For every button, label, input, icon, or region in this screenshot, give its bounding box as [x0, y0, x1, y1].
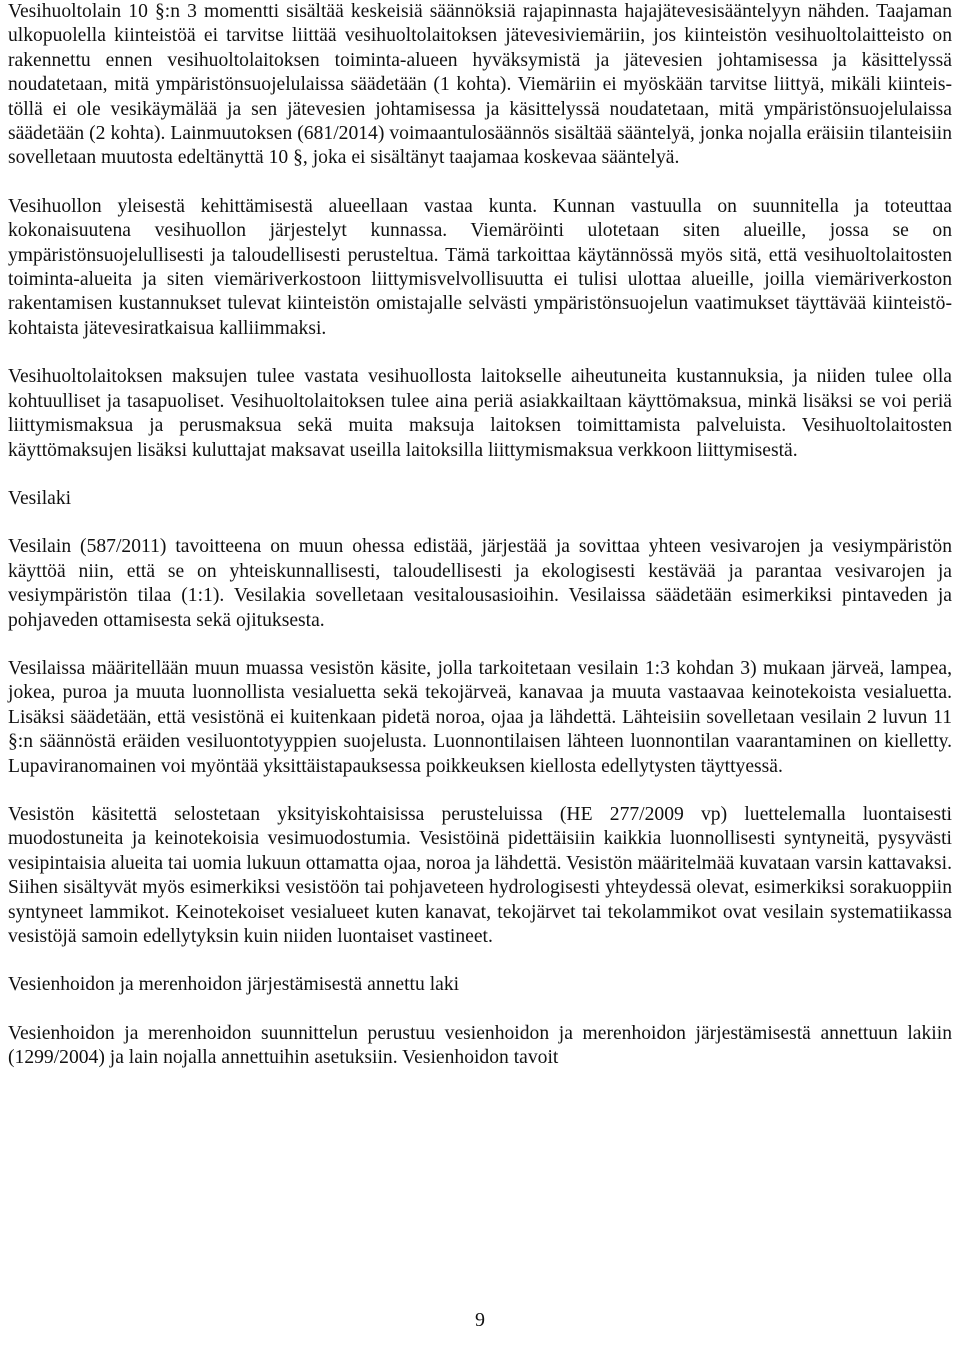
paragraph-vesienhoidon-suunnittelu: Vesienhoidon ja merenhoidon suunnittelun perustuu vesienhoidon ja merenhoidon järjestämisestä annettuun lakiin (1299/2004) ja lain nojalla annettuihin asetuksiin. Vesienhoidon tavoit [8, 1022, 952, 1069]
page-number: 9 [475, 1309, 485, 1331]
paragraph-vesilain-tavoite: Vesilain (587/2011) tavoitteena on muun ohessa edistää, järjestää ja sovittaa yhteen vesivarojen ja vesiympäristön käyttöä niin, että se on yhteiskunnallisesti, taloudellisesti ja ekologisesti kestävää ja parantaa vesivarojen ja vesiympäristön tilaa (1:1). Vesilakia sovelletaan vesitalousasioihin. Vesilaissa säädetään esimerkiksi pintaveden ja pohjaveden ottamisesta sekä ojituksesta. [8, 536, 952, 631]
section-heading-vesienhoitolaki: Vesienhoidon ja merenhoidon järjestämisestä annettu laki [8, 974, 460, 996]
paragraph-vesihuoltomaksut: Vesihuoltolaitoksen maksujen tulee vastata vesihuollosta laitokselle aiheutuneita kustannuksia, ja niiden tulee olla kohtuulliset ja tasapuoliset. Vesihuoltolaitoksen tulee aina periä asiakkailtaan käyttömaksua, minkä lisäksi se voi periä liittymismaksua ja perusmaksua sekä muita maksuja laitoksen toimittamista palveluista. Vesihuoltolaitosten käyttömaksujen lisäksi kuluttajat maksavat useilla laitoksilla liittymismaksua verkkoon liittymisestä. [8, 366, 952, 461]
paragraph-vesiston-perustelut: Vesistön käsitettä selostetaan yksityiskohtaisissa perusteluissa (HE 277/2009 vp) luettelemalla luontaisesti muodostuneita ja keinotekoisia vesimuodostumia. Vesistöinä pidettäisiin kaikkia luonnollisesti syntyneitä, pysyvästi vesipintaisia alueita tai uomia lukuun ottamatta ojaa, noroa ja lähdettä. Vesistön määritelmää kuvataan varsin kattavaksi. Siihen sisältyvät myös esimerkiksi vesistöön tai pohjaveteen hydrologisesti yhteydessä olevat, esimerkiksi sorakuoppiin syntyneet lammikot. Keinotekoiset vesialueet kuten kanavat, tekojärvet tai tekolammikot ovat vesilain systematiikassa vesistöjä samoin edellytyksin kuin niiden luontaiset vastineet. [8, 803, 952, 947]
paragraph-vesihuoltolaki-10-pykala: Vesihuoltolain 10 §:n 3 momentti sisältää keskeisiä säännöksiä rajapinnasta hajajätevesisääntelyyn nähden. Taajaman ulkopuolella kiinteistöä ei tarvitse liittää vesihuoltolaitoksen jätevesiviemäriin, jos kiinteistön vesihuoltolaitteisto on rakennettu ennen vesihuoltolaitoksen toiminta-alueen hyväksymistä ja jätevesien johtamisessa ja käsittelyssä noudatetaan, mitä ympäristönsuojelulaissa säädetään (1 kohta). Viemäriin ei myöskään tarvitse liittyä, mikäli kiinteistöllä ei ole vesikäymälää ja sen jätevesien johtamisessa ja käsittelyssä noudatetaan, mitä ympäristönsuojelulaissa säädetään (2 kohta). Lainmuutoksen (681/2014) voimaantulosäännös sisältää sääntelyä, jonka nojalla eräisiin tilanteisiin sovelletaan muutosta edeltänyttä 10 §, joka ei sisältänyt taajamaa koskevaa sääntelyä. [8, 1, 952, 169]
paragraph-vesiston-kasite: Vesilaissa määritellään muun muassa vesistön käsite, jolla tarkoitetaan vesilain 1:3 kohdan 3) mukaan järveä, lampea, jokea, puroa ja muuta luonnollista vesialuetta sekä tekojärveä, kanavaa ja muuta vastaavaa keinotekoista vesialuetta. Lisäksi säädetään, että vesistönä ei kuitenkaan pidetä noroa, ojaa ja lähdettä. Lähteisiin sovelletaan vesilain 2 luvun 11 §:n säännöstä eräiden vesiluontotyyppien suojelusta. Luonnontilaisen lähteen luonnontilan vaarantaminen on kielletty. Lupaviranomainen voi myöntää yksittäistapauksessa poikkeuksen kiellosta edellytysten täyttyessä. [8, 657, 952, 777]
document-body [8, 0, 952, 1071]
section-heading-vesilaki: Vesilaki [8, 487, 72, 509]
paragraph-kunnan-vastuu: Vesihuollon yleisestä kehittämisestä alueellaan vastaa kunta. Kunnan vastuulla on suunnitella ja toteuttaa kokonaisuutena vesihuollon järjestelyt kunnassa. Viemäröinti ulotetaan siten alueille, jossa se on ympäristönsuojelullisesti ja taloudellisesti perusteltua. Tämä tarkoittaa käytännössä myös sitä, että vesihuoltolaitosten toiminta-alueita ja siten viemäriverkostoon liittymisvelvollisuutta ei tulisi ulottaa alueille, joilla viemäriverkoston rakentamisen kustannukset tulevat kiinteistön omistajalle selvästi ympäristönsuojelun vaatimukset täyttävää kiinteistökohtaista jätevesiratkaisua kalliimmaksi. [8, 195, 952, 339]
